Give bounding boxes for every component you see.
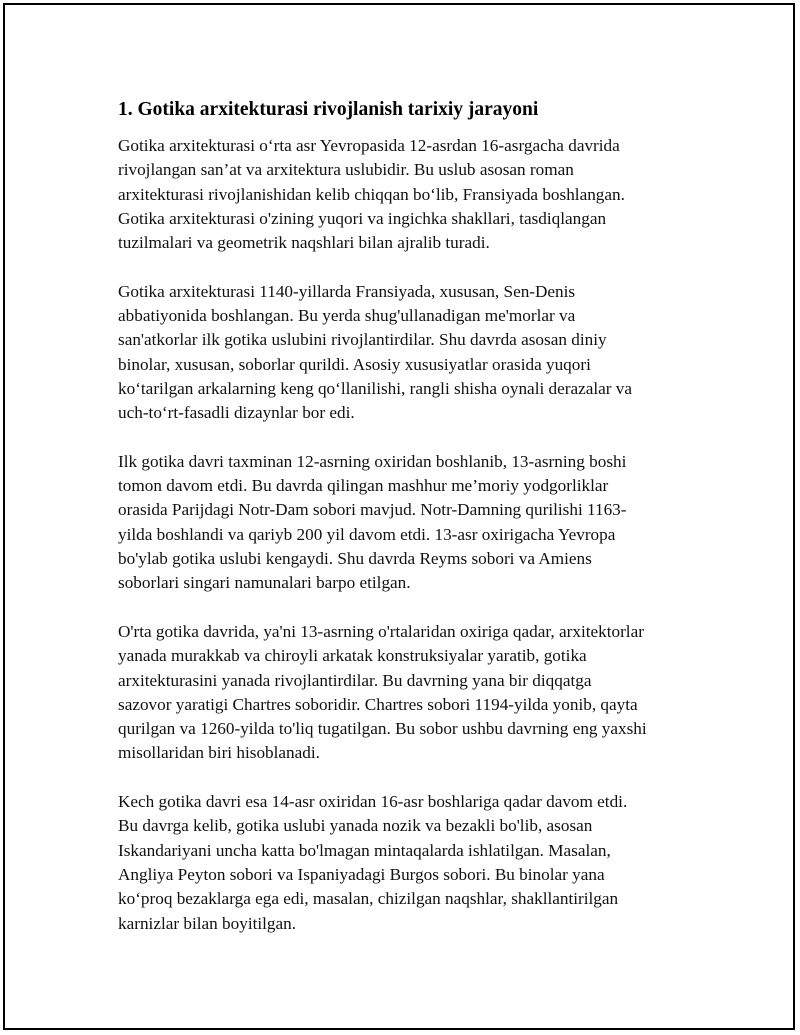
text-line: Gotika arxitekturasi o'zining yuqori va ingichka shakllari, tasdiqlangan — [118, 208, 607, 228]
text-line: Gotika arxitekturasi 1140-yillarda Fransiyada, xususan, Sen-Denis — [118, 281, 576, 301]
text-line: orasida Parijdagi Notr-Dam sobori mavjud. Notr-Damning qurilishi 1163- — [118, 500, 627, 520]
text-line: Iskandariyani uncha katta bo'lmagan mintaqalarda ishlatilgan. Masalan, — [118, 840, 611, 860]
text-line: binolar, xususan, soborlar qurildi. Asosiy xususiyatlar orasida yuqori — [118, 354, 591, 374]
text-line: tuzilmalari va geometrik naqshlari bilan ajralib turadi. — [118, 233, 490, 253]
document-body — [118, 97, 708, 960]
text-line: rivojlangan san’at va arxitektura uslubidir. Bu uslub asosan roman — [118, 160, 574, 180]
paragraph-1 — [118, 134, 708, 255]
text-line: yilda boshlandi va qariyb 200 yil davom etdi. 13-asr oxirigacha Yevropa — [118, 524, 616, 544]
paragraph-4 — [118, 620, 708, 766]
text-line: arxitekturasini yanada rivojlantirdilar. Bu davrning yana bir diqqatga — [118, 670, 592, 690]
paragraph-2 — [118, 280, 708, 426]
text-line: bo'ylab gotika uslubi kengaydi. Shu davrda Reyms sobori va Amiens — [118, 549, 592, 569]
text-line: O'rta gotika davrida, ya'ni 13-asrning o'rtalaridan oxiriga qadar, arxitektorlar — [118, 621, 644, 641]
text-line: arxitekturasi rivojlanishidan kelib chiqqan bo‘lib, Fransiyada boshlangan. — [118, 184, 625, 204]
text-line: qurilgan va 1260-yilda to'liq tugatilgan. Bu sobor ushbu davrning eng yaxshi — [118, 719, 647, 739]
text-line: Bu davrga kelib, gotika uslubi yanada nozik va bezakli bo'lib, asosan — [118, 816, 593, 836]
text-line: sazovor yaratigi Chartres soboridir. Chartres sobori 1194-yilda yonib, qayta — [118, 694, 638, 714]
text-line: soborlari singari namunalari barpo etilgan. — [118, 573, 411, 593]
text-line: Ilk gotika davri taxminan 12-asrning oxiridan boshlanib, 13-asrning boshi — [118, 451, 627, 471]
page-frame — [3, 3, 795, 1030]
text-line: Kech gotika davri esa 14-asr oxiridan 16-asr boshlariga qadar davom etdi. — [118, 792, 628, 812]
text-line: tomon davom etdi. Bu davrda qilingan mashhur me’moriy yodgorliklar — [118, 476, 609, 496]
section-heading: 1. Gotika arxitekturasi rivojlanish tarixiy jarayoni — [118, 99, 539, 120]
text-line: karnizlar bilan boyitilgan. — [118, 913, 297, 933]
text-line: misollaridan biri hisoblanadi. — [118, 743, 320, 763]
paragraph-5 — [118, 790, 708, 936]
text-line: san'atkorlar ilk gotika uslubini rivojlantirdilar. Shu davrda asosan diniy — [118, 330, 607, 350]
text-line: uch-to‘rt-fasadli dizaynlar bor edi. — [118, 403, 355, 423]
text-line: abbatiyonida boshlangan. Bu yerda shug'ullanadigan me'morlar va — [118, 306, 576, 326]
text-line: ko‘proq bezaklarga ega edi, masalan, chizilgan naqshlar, shakllantirilgan — [118, 889, 619, 909]
text-line: Angliya Peyton sobori va Ispaniyadagi Burgos sobori. Bu binolar yana — [118, 864, 605, 884]
text-line: yanada murakkab va chiroyli arkatak konstruksiyalar yaratib, gotika — [118, 646, 587, 666]
paragraph-3 — [118, 450, 708, 596]
text-line: ko‘tarilgan arkalarning keng qo‘llanilishi, rangli shisha oynali derazalar va — [118, 378, 633, 398]
text-line: Gotika arxitekturasi o‘rta asr Yevropasida 12-asrdan 16-asrgacha davrida — [118, 136, 620, 155]
